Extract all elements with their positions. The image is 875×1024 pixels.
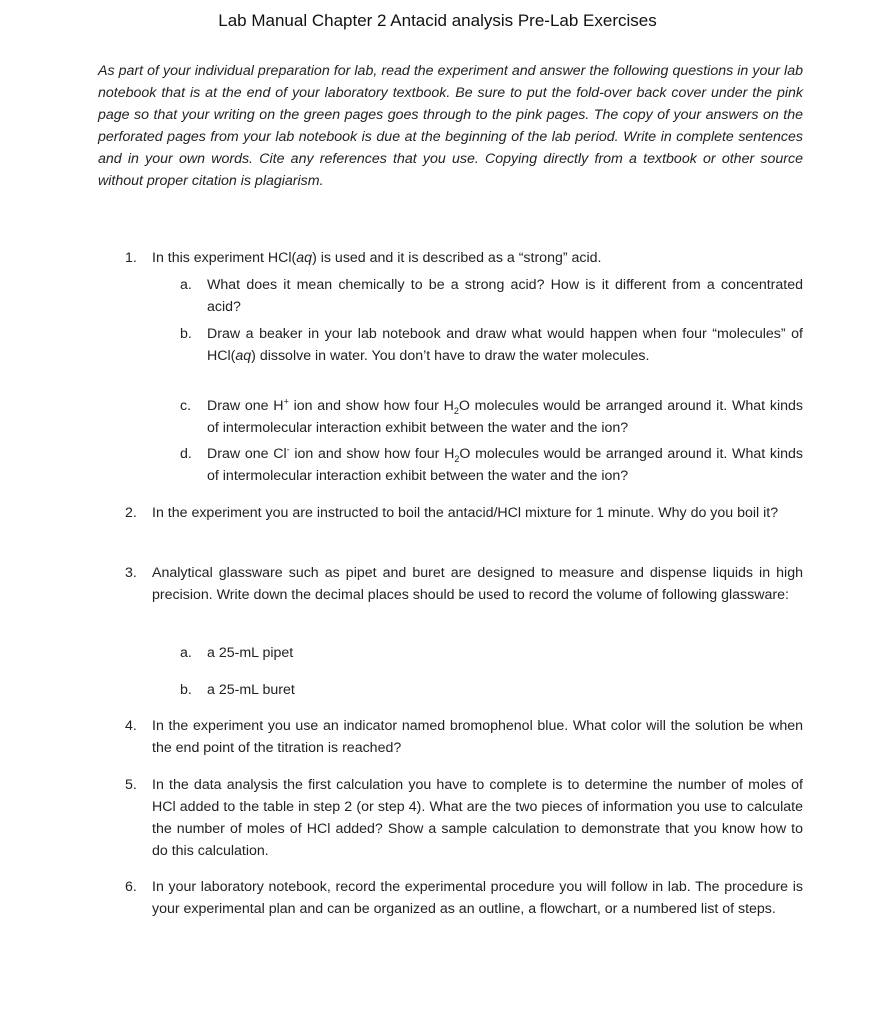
question-4: 4. In the experiment you use an indicator named bromophenol blue. What color will the solution be when the end point of the titration is reached? xyxy=(125,715,803,759)
question-5: 5. In the data analysis the first calculation you have to complete is to determine the number of moles of HCl added to the table in step 2 (or step 4). What are the two pieces of information you use to calculate the number of moles of HCl added? Show a sample calculation to demonstrate that you know how to do this calculation. xyxy=(125,774,803,862)
question-1c: c. Draw one H+ ion and show how four $H_2O$ molecules would be arranged around it. What kinds of intermolecular interaction exhibit between the water and the ion? xyxy=(180,396,803,436)
question-3a: a. a 25-mL pipet xyxy=(180,642,803,664)
page-title: Lab Manual Chapter 2 Antacid analysis Pre-Lab Exercises xyxy=(218,11,657,30)
subquestion-letter: a. xyxy=(180,277,192,293)
question-3: 3. Analytical glassware such as pipet and buret are designed to measure and dispense liquids in high precision. Write down the decimal places should be used to record the volume of following glassware: xyxy=(125,562,803,606)
question-number: 6. xyxy=(125,879,137,895)
question-1d: d. Draw one Cl- ion and show how four $H_2O$ molecules would be arranged around it. What kinds of intermolecular interaction exhibit between the water and the ion? xyxy=(180,444,803,484)
subquestion-letter: d. xyxy=(180,446,192,462)
question-1: 1. In this experiment HCl(aq) is used and it is described as a “strong” acid. xyxy=(125,247,803,269)
question-1b: b. Draw a beaker in your lab notebook and draw what would happen when four “molecules” of HCl(aq) dissolve in water. You don’t have to draw the water molecules. xyxy=(180,323,803,367)
question-number: 2. xyxy=(125,505,137,521)
question-3b: b. a 25-mL buret xyxy=(180,679,803,701)
question-1a: a. What does it mean chemically to be a strong acid? How is it different from a concentrated acid? xyxy=(180,274,803,318)
intro-paragraph: As part of your individual preparation for lab, read the experiment and answer the following questions in your lab notebook that is at the end of your laboratory textbook. Be sure to put the fold-over back cover under the pink page so that your writing on the green pages goes through to the pink pages. The copy of your answers on the perforated pages from your lab notebook is due at the beginning of the lab period. Write in complete sentences and in your own words. Cite any references that you use. Copying directly from a textbook or other source without proper citation is plagiarism. xyxy=(98,63,803,189)
subquestion-letter: c. xyxy=(180,398,192,414)
question-number: 5. xyxy=(125,777,137,793)
question-number: 4. xyxy=(125,718,137,734)
question-number: 3. xyxy=(125,565,137,581)
subquestion-letter: b. xyxy=(180,326,192,342)
question-6: 6. In your laboratory notebook, record the experimental procedure you will follow in lab. The procedure is your experimental plan and can be organized as an outline, a flowchart, or a numbered list of steps. xyxy=(125,876,803,920)
subquestion-letter: a. xyxy=(180,645,192,661)
question-2: 2. In the experiment you are instructed to boil the antacid/HCl mixture for 1 minute. Why do you boil it? xyxy=(125,502,803,524)
question-number: 1. xyxy=(125,250,137,266)
subquestion-letter: b. xyxy=(180,682,192,698)
